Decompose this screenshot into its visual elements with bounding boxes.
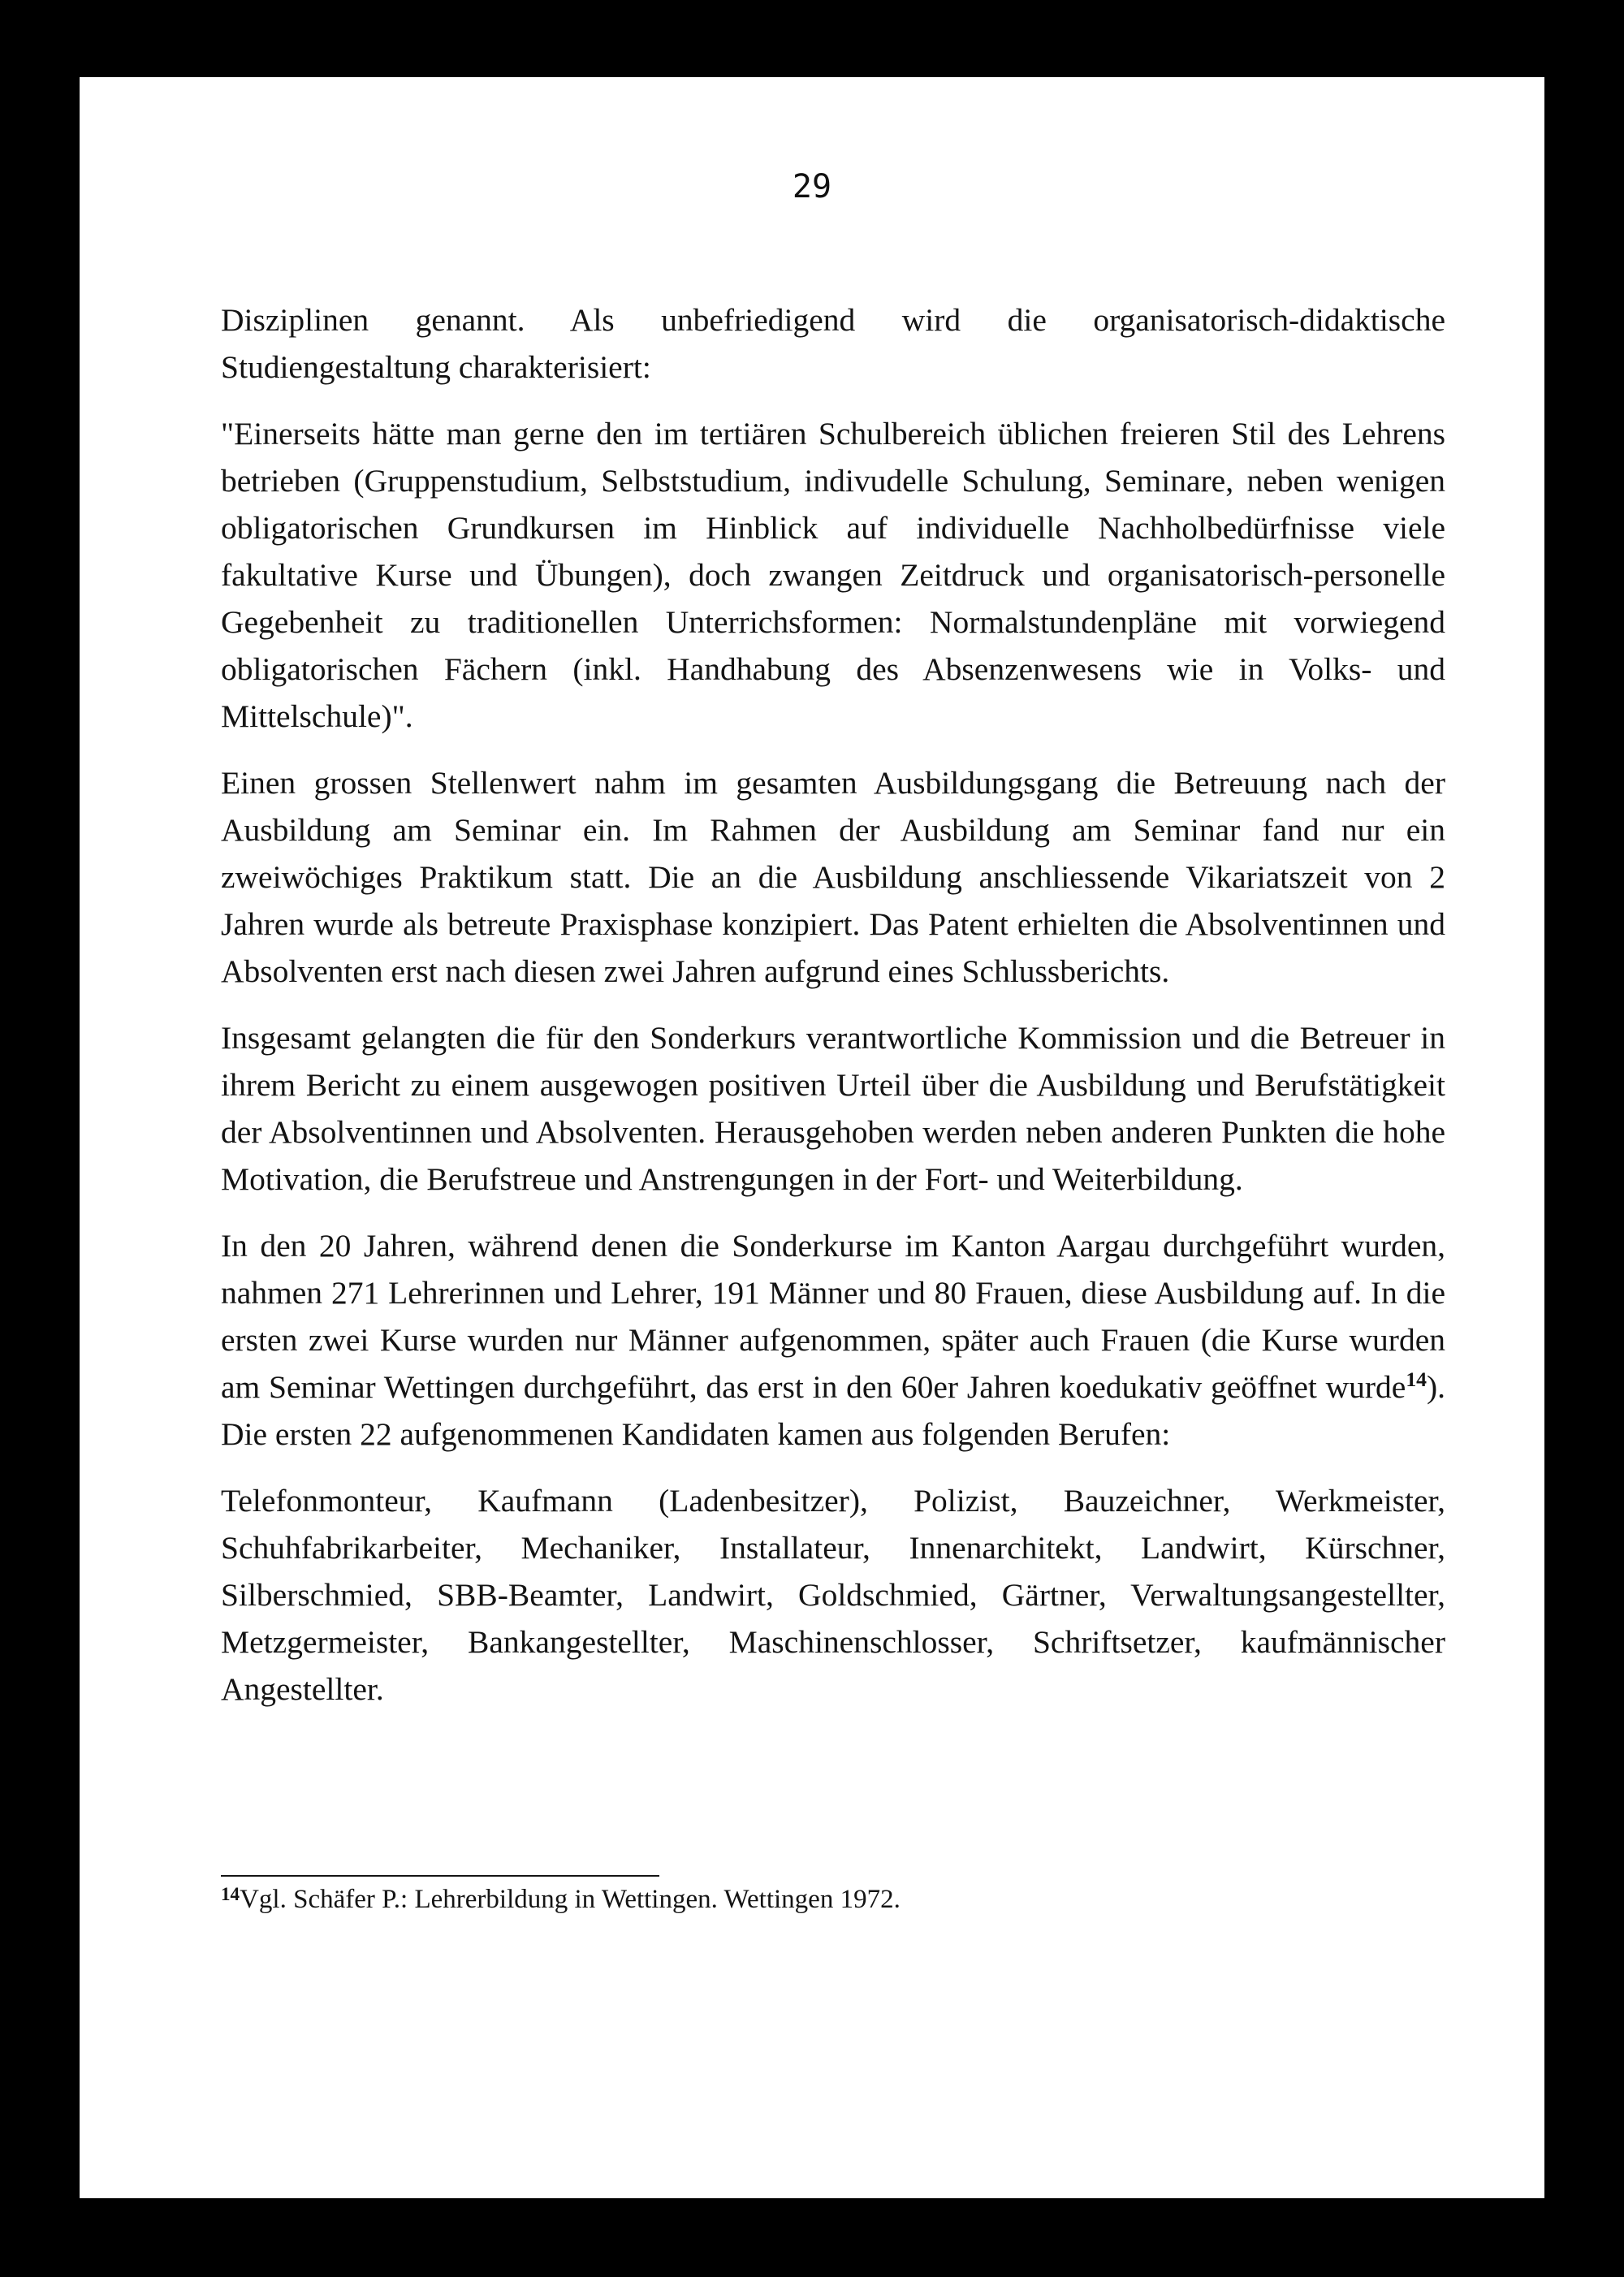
footnote: [221, 1882, 1445, 1917]
paragraph-2-quote: "Einerseits hätte man gerne den im tertiären Schulbereich üblichen freieren Stil des Lehrens betrieben (Gruppenstudium, Selbststudium, indivudelle Schulung, Seminare, neben wenigen obligatorischen Grundkursen im Hinblick auf individuelle Nachholbedürfnisse viele fakultative Kurse und Übungen), doch zwangen Zeitdruck und organisatorisch-personelle Gegebenheit zu traditionellen Unterrichsformen: Normalstundenpläne mit vorwiegend obligatorischen Fächern (inkl. Handhabung des Absenzenwesens wie in Volks- und Mittelschule)".: [221, 416, 1445, 734]
paragraph-5-text-before: In den 20 Jahren, während denen die Sonderkurse im Kanton Aargau durchgeführt wurden, nahmen 271 Lehrerinnen und Lehrer, 191 Männer und 80 Frauen, diese Ausbildung auf. In die ersten zwei Kurse wurden nur Männer aufgenommen, später auch Frauen (die Kurse wurden am Seminar Wettingen durchgeführt, das erst in den 60er Jahren koedukativ geöffnet wurde: [221, 1228, 1445, 1405]
document-page: [80, 77, 1544, 2198]
paragraph-4: Insgesamt gelangten die für den Sonderkurs verantwortliche Kommission und die Betreuer in ihrem Bericht zu einem ausgewogen positiven Urteil über die Ausbildung und Berufstätigkeit der Absolventinnen und Absolventen. Herausgehoben werden neben anderen Punkten die hohe Motivation, die Berufstreue und Anstrengungen in der Fort- und Weiterbildung.: [221, 1020, 1445, 1197]
footnote-reference: 14: [1406, 1367, 1427, 1391]
paragraph-5-text-after: ). Die ersten 22 aufgenommenen Kandidaten kamen aus folgenden Berufen:: [221, 1369, 1445, 1452]
footnote-text: Vgl. Schäfer P.: Lehrerbildung in Wettingen. Wettingen 1972.: [240, 1885, 901, 1914]
body-text: [221, 296, 1445, 1732]
paragraph-3: Einen grossen Stellenwert nahm im gesamten Ausbildungsgang die Betreuung nach der Ausbildung am Seminar ein. Im Rahmen der Ausbildung am Seminar fand nur ein zweiwöchiges Praktikum statt. Die an die Ausbildung anschliessende Vikariatszeit von 2 Jahren wurde als betreute Praxisphase konzipiert. Das Patent erhielten die Absolventinnen und Absolventen erst nach diesen zwei Jahren aufgrund eines Schlussberichts.: [221, 765, 1445, 989]
paragraph-5: [221, 1222, 1445, 1458]
footnote-divider: [221, 1875, 659, 1877]
paragraph-6-professions: Telefonmonteur, Kaufmann (Ladenbesitzer), Polizist, Bauzeichner, Werkmeister, Schuhfabrikarbeiter, Mechaniker, Installateur, Innenarchitekt, Landwirt, Kürschner, Silberschmied, SBB-Beamter, Landwirt, Goldschmied, Gärtner, Verwaltungsangestellter, Metzgermeister, Bankangestellter, Maschinenschlosser, Schriftsetzer, kaufmännischer Angestellter.: [221, 1483, 1445, 1707]
paragraph-1: Disziplinen genannt. Als unbefriedigend wird die organisatorisch-didaktische Studiengestaltung charakterisiert:: [221, 302, 1445, 385]
footnote-number: 14: [221, 1882, 240, 1904]
page-number: 29: [792, 168, 832, 205]
